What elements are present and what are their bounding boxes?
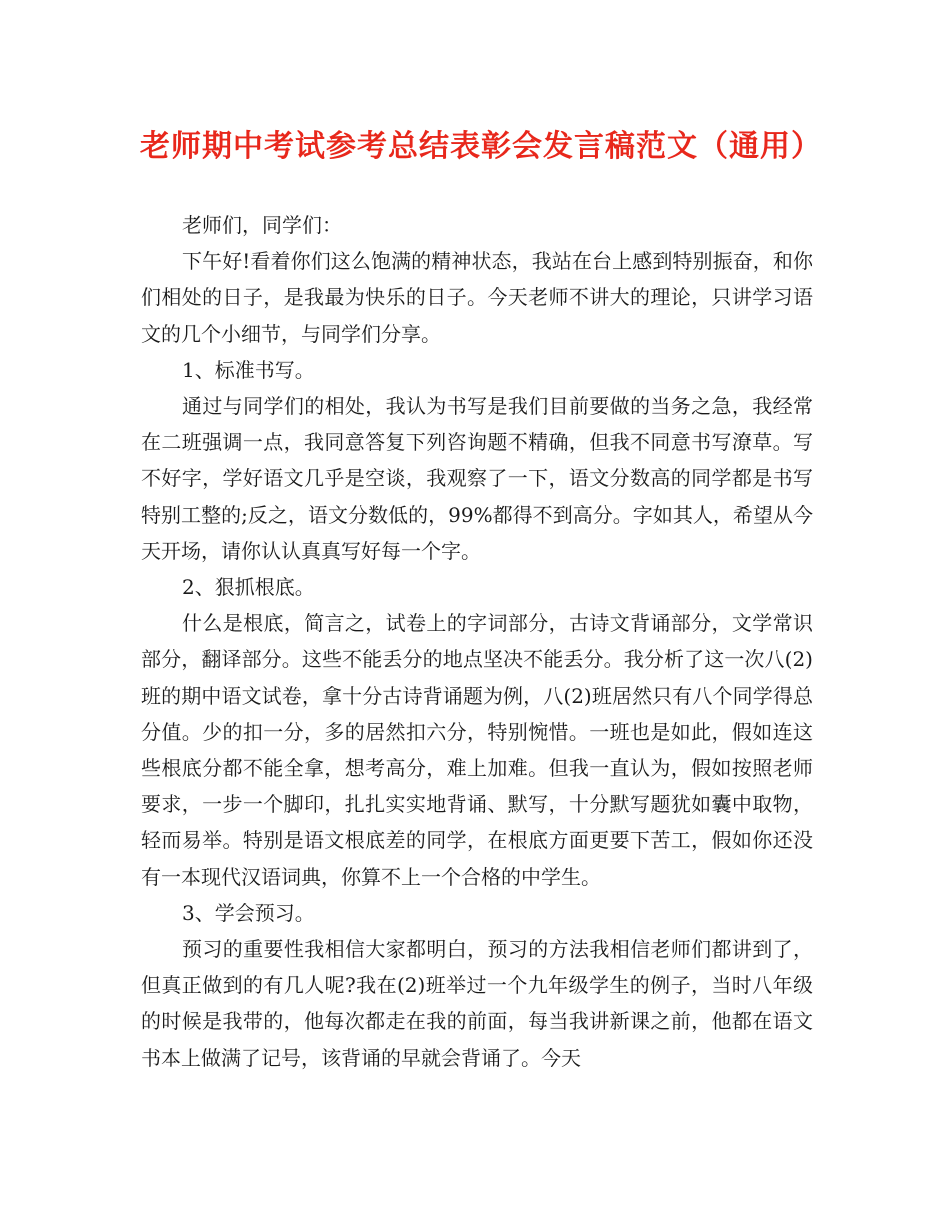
body-paragraph: 什么是根底，简言之，试卷上的字词部分，古诗文背诵部分，文学常识部分，翻译部分。这些不能丢分的地点坚决不能丢分。我分析了这一次八(2)班的期中语文试卷，拿十分古诗背诵题为例，八(2)班居然只有八个同学得总分值。少的扣一分，多的居然扣六分，特别惋惜。一班也是如此，假如连这些根底分都不能全拿，想考高分，难上加难。但我一直认为，假如按照老师要求，一步一个脚印，扎扎实实地背诵、默写，十分默写题犹如囊中取物，轻而易举。特别是语文根底差的同学，在根底方面更要下苦工，假如你还没有一本现代汉语词典，你算不上一个合格的中学生。 (141, 611, 813, 889)
section-heading: 1、标准书写。 (182, 357, 315, 382)
document-body (141, 207, 813, 1076)
section-heading: 2、狠抓根底。 (182, 575, 315, 600)
section-heading: 3、学会预习。 (182, 900, 315, 925)
body-paragraph: 通过与同学们的相处，我认为书写是我们目前要做的当务之急，我经常在二班强调一点，我同意答复下列咨询题不精确，但我不同意书写潦草。写不好字，学好语文几乎是空谈，我观察了一下，语文分数高的同学都是书写特别工整的;反之，语文分数低的，99%都得不到高分。字如其人，希望从今天开场，请你认认真真写好每一个字。 (141, 394, 813, 563)
body-paragraph: 下午好!看着你们这么饱满的精神状态，我站在台上感到特别振奋，和你们相处的日子，是我最为快乐的日子。今天老师不讲大的理论，只讲学习语文的几个小细节，与同学们分享。 (141, 249, 813, 346)
body-paragraph: 预习的重要性我相信大家都明白，预习的方法我相信老师们都讲到了，但真正做到的有几人呢?我在(2)班举过一个九年级学生的例子，当时八年级的时候是我带的，他每次都走在我的前面，每当我讲新课之前，他都在语文书本上做满了记号，该背诵的早就会背诵了。今天 (141, 937, 813, 1070)
document-title: 老师期中考试参考总结表彰会发言稿范文（通用） (140, 129, 822, 164)
salutation-paragraph: 老师们，同学们： (182, 213, 342, 237)
